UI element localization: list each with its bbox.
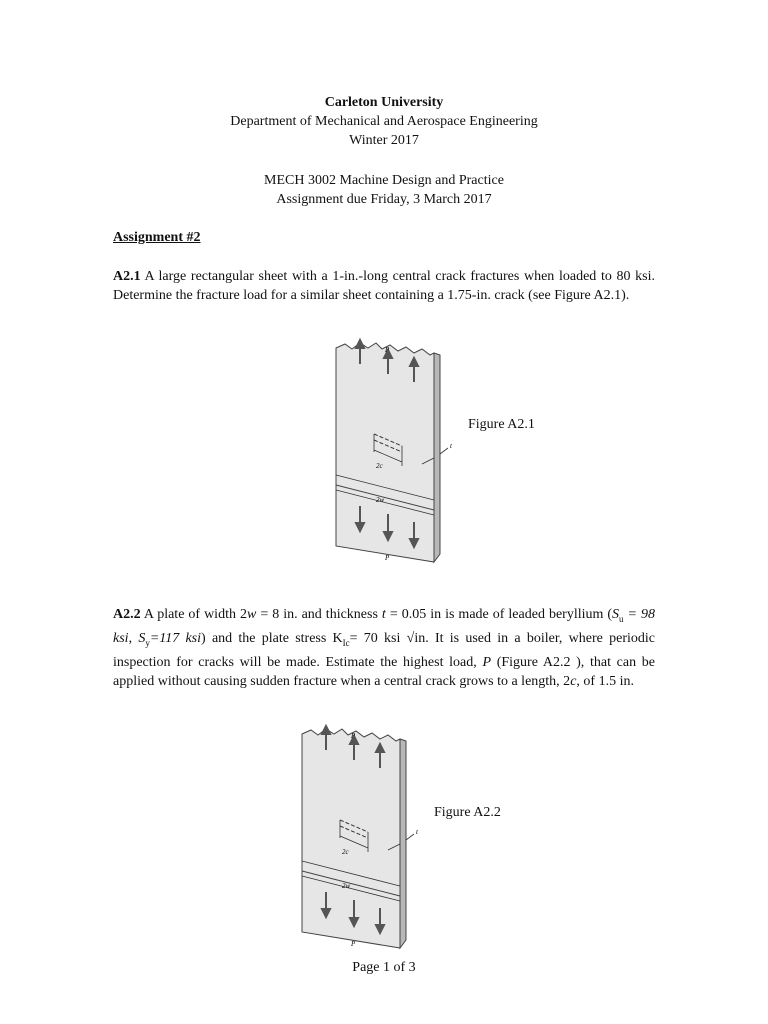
var-p: P: [482, 654, 492, 670]
problem-id: A2.2: [113, 607, 141, 622]
department-name: Department of Mechanical and Aerospace Engineering: [230, 114, 538, 129]
assignment-heading: Assignment #2: [113, 230, 201, 245]
sub-ic: Ic: [342, 637, 350, 648]
var-t: t: [381, 607, 386, 622]
thickness-label: t: [450, 442, 452, 450]
sy-value: =117 ksi: [149, 630, 202, 646]
figure-a2-2-diagram: [296, 726, 416, 956]
load-label-bottom: P: [385, 554, 390, 562]
sub-y: y: [145, 637, 150, 648]
due-date: Assignment due Friday, 3 March 2017: [276, 192, 492, 207]
problem-a2-1: [113, 267, 655, 305]
crack-label: 2c: [376, 462, 383, 470]
load-label-top: P: [385, 346, 390, 354]
crack-label: 2c: [342, 848, 349, 856]
width-label: 2w: [342, 882, 351, 890]
text-part: ) and the plate stress K: [201, 630, 343, 646]
text-part: , of 1.5 in.: [576, 673, 634, 689]
problem-a2-2: [113, 605, 655, 691]
load-label-bottom: P: [351, 940, 356, 948]
problem-id: A2.1: [113, 269, 141, 284]
university-name: Carleton University: [324, 95, 444, 110]
text-part: = 70 ksi √in. It is used in a boiler, where periodic inspection for cracks will be made. Estimate the highest load,: [113, 630, 655, 670]
figure-a2-1-caption: Figure A2.1: [468, 417, 535, 432]
problem-text: A large rectangular sheet with a 1-in.-long central crack fractures when loaded to 80 ksi. Determine the fracture load for a similar sheet containing a 1.75-in. crack (see Figure A2.1).: [113, 269, 655, 303]
var-sy: S: [138, 630, 146, 646]
text-part: = 8 in. and thickness: [256, 607, 382, 622]
width-label: 2w: [376, 496, 385, 504]
sub-u: u: [619, 613, 624, 624]
figure-a2-2-caption: Figure A2.2: [434, 805, 501, 820]
var-w: w: [246, 607, 257, 622]
term: Winter 2017: [349, 133, 419, 148]
var-su: S: [612, 607, 620, 622]
text-part: A plate of width 2: [143, 607, 247, 622]
figure-a2-1-diagram: [330, 340, 450, 570]
thickness-label: t: [416, 828, 418, 836]
var-c: c: [570, 673, 577, 689]
course-title: MECH 3002 Machine Design and Practice: [264, 173, 504, 188]
text-part: = 0.05 in is made of leaded beryllium (: [385, 607, 613, 622]
su-value: = 98 ksi: [113, 607, 655, 646]
text-part: (Figure A2.2 ), that can be applied without causing sudden fracture when a central crack grows to a length, 2: [113, 654, 655, 689]
text-part: ,: [128, 630, 139, 646]
page-number: Page 1 of 3: [352, 960, 416, 975]
load-label-top: P: [351, 732, 356, 740]
